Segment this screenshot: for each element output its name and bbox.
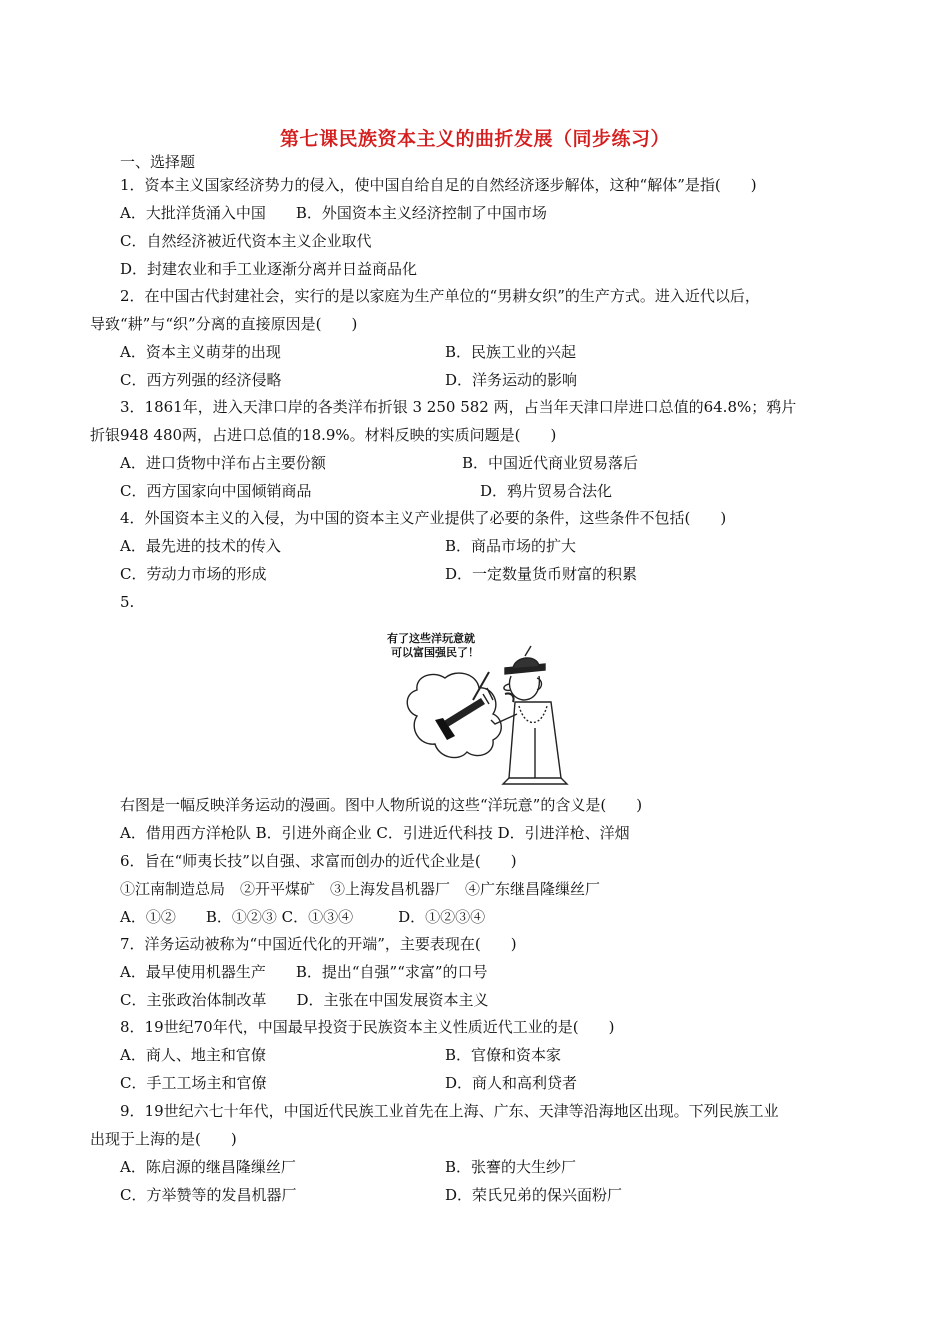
q4-option-c: C．劳动力市场的形成 [120, 565, 267, 583]
q8-option-b: B．官僚和资本家 [445, 1046, 562, 1064]
q3-option-d: D．鸦片贸易合法化 [480, 482, 613, 500]
q1-stem: 1．资本主义国家经济势力的侵入，使中国自给自足的自然经济逐步解体，这种“解体”是指( ) [120, 176, 757, 194]
q1-option-d: D．封建农业和手工业逐渐分离并日益商品化 [120, 260, 418, 278]
q8-option-c: C．手工工场主和官僚 [120, 1074, 267, 1092]
q1-option-c: C．自然经济被近代资本主义企业取代 [120, 232, 372, 250]
q9-option-a: A．陈启源的继昌隆缫丝厂 [120, 1158, 296, 1176]
q1-options-ab: A．大批洋货涌入中国 B．外国资本主义经济控制了中国市场 [120, 204, 547, 222]
q5-number: 5. [120, 593, 135, 611]
q3-stem-line2: 折银948 480两，占进口总值的18.9%。材料反映的实质问题是( ) [90, 426, 557, 444]
q2-option-a: A．资本主义萌芽的出现 [120, 343, 281, 361]
q2-stem-line1: 2．在中国古代封建社会，实行的是以家庭为生产单位的“男耕女织”的生产方式。进入近代以后， [120, 287, 760, 305]
q3-option-c: C．西方国家向中国倾销商品 [120, 482, 312, 500]
q4-option-d: D．一定数量货币财富的积累 [445, 565, 638, 583]
q2-option-d: D．洋务运动的影响 [445, 371, 578, 389]
q4-option-b: B．商品市场的扩大 [445, 537, 577, 555]
cartoon-speech-line2: 可以富国强民了！ [391, 646, 479, 659]
q2-stem-line2: 导致“耕”与“织”分离的直接原因是( ) [90, 315, 358, 333]
q3-option-b: B．中国近代商业贸易落后 [462, 454, 639, 472]
q8-option-d: D．商人和高利贷者 [445, 1074, 578, 1092]
section-heading: 一、选择题 [120, 153, 196, 171]
q3-option-a: A．进口货物中洋布占主要份额 [120, 454, 326, 472]
q5-options: A．借用西方洋枪队 B．引进外商企业 C．引进近代科技 D．引进洋枪、洋烟 [120, 824, 630, 842]
q7-options-cd: C．主张政治体制改革 D．主张在中国发展资本主义 [120, 991, 489, 1009]
q6-stem: 6．旨在“师夷长技”以自强、求富而创办的近代企业是( ) [120, 852, 517, 870]
cartoon-speech-line1: 有了这些洋玩意就 [387, 632, 475, 645]
q5-stem: 右图是一幅反映洋务运动的漫画。图中人物所说的这些“洋玩意”的含义是( ) [120, 796, 643, 814]
q8-option-a: A．商人、地主和官僚 [120, 1046, 266, 1064]
q9-option-c: C．方举赞等的发昌机器厂 [120, 1186, 297, 1204]
q4-option-a: A．最先进的技术的传入 [120, 537, 281, 555]
q3-stem-line1: 3．1861年，进入天津口岸的各类洋布折银 3 250 582 两，占当年天津口岸进口总值的64.8%；鸦片 [120, 398, 797, 416]
q6-options: A．①② B．①②③ C．①③④ D．①②③④ [120, 908, 486, 926]
page-title: 第七课民族资本主义的曲折发展（同步练习） [279, 128, 670, 150]
q4-stem: 4．外国资本主义的入侵，为中国的资本主义产业提供了必要的条件，这些条件不包括( ) [120, 509, 727, 527]
q7-stem: 7．洋务运动被称为“中国近代化的开端”，主要表现在( ) [120, 935, 517, 953]
q2-option-c: C．西方列强的经济侵略 [120, 371, 282, 389]
cartoon-illustration [385, 628, 585, 790]
q9-stem-line1: 9．19世纪六七十年代，中国近代民族工业首先在上海、广东、天津等沿海地区出现。下列民族工业 [120, 1102, 779, 1120]
rifle-icon [435, 672, 489, 740]
q2-option-b: B．民族工业的兴起 [445, 343, 577, 361]
q8-stem: 8．19世纪70年代，中国最早投资于民族资本主义性质近代工业的是( ) [120, 1018, 615, 1036]
q9-option-b: B．张謇的大生纱厂 [445, 1158, 577, 1176]
q9-stem-line2: 出现于上海的是( ) [90, 1130, 237, 1148]
q7-options-ab: A．最早使用机器生产 B．提出“自强”“求富”的口号 [120, 963, 488, 981]
q6-items: ①江南制造总局 ②开平煤矿 ③上海发昌机器厂 ④广东继昌隆缫丝厂 [120, 880, 601, 898]
q9-option-d: D．荣氏兄弟的保兴面粉厂 [445, 1186, 623, 1204]
